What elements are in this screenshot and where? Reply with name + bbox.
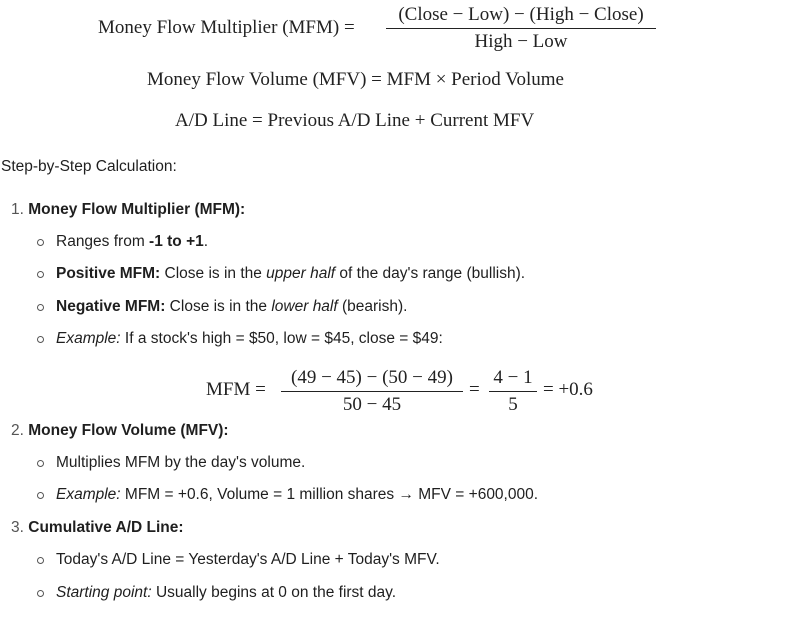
step-title: Money Flow Multiplier (MFM): [28,201,246,218]
fraction-bar [386,28,656,29]
mfm-numerator: (Close − Low) − (High − Close) [398,4,644,25]
equals-sign: = [469,379,480,400]
bullet-icon [37,590,44,597]
list-item: Starting point: Usually begins at 0 on the first day. [56,584,397,601]
step-number: 2. [11,422,24,439]
mfm-formula-fraction [386,4,656,53]
list-item: Ranges from -1 to +1. [56,233,209,250]
bullet-icon [37,492,44,499]
example-formula-lhs: MFM = [206,379,266,400]
step-title: Money Flow Volume (MFV): [28,422,229,439]
list-item: Positive MFM: Close is in the upper half of the day's range (bullish). [56,265,526,282]
step-2 [11,422,229,440]
example-fraction-1: (49 − 45) − (50 − 49) 50 − 45 [281,367,463,416]
bullet-icon [37,336,44,343]
mfv-formula: Money Flow Volume (MFV) = MFM × Period Volume [147,69,564,90]
mfm-denominator: High − Low [474,31,568,52]
bullet-icon [37,271,44,278]
ad-line-formula: A/D Line = Previous A/D Line + Current MFV [175,110,535,131]
list-item: Multiplies MFM by the day's volume. [56,454,306,471]
bullet-icon [37,460,44,467]
section-heading: Step-by-Step Calculation: [1,158,177,175]
mfm-formula-lhs: Money Flow Multiplier (MFM) = [98,17,355,38]
bullet-icon [37,304,44,311]
step-1 [11,201,245,219]
step-title: Cumulative A/D Line: [28,519,184,536]
bullet-icon [37,239,44,246]
step-number: 3. [11,519,24,536]
example-fraction-2: 4 − 1 5 [489,367,537,416]
fraction-bar [281,391,463,392]
list-item: Example: MFM = +0.6, Volume = 1 million shares → MFV = +600,000. [56,486,539,503]
step-number: 1. [11,201,24,218]
list-item: Today's A/D Line = Yesterday's A/D Line + Today's MFV. [56,551,440,568]
fraction-bar [489,391,537,392]
example-result: = +0.6 [543,379,593,400]
bullet-icon [37,557,44,564]
list-item: Negative MFM: Close is in the lower half (bearish). [56,298,408,315]
step-3 [11,519,184,537]
list-item: Example: If a stock's high = $50, low = $45, close = $49: [56,330,443,347]
